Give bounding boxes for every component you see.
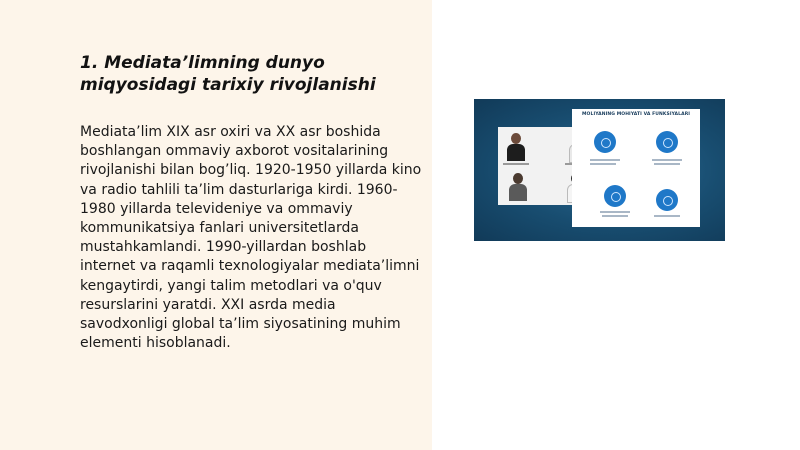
slide-card [572, 109, 700, 227]
participant-photo [506, 171, 530, 201]
function-circle-icon [656, 131, 678, 153]
slide-body-text: Mediata’lim XIX asr oxiri va XX asr boshida boshlangan ommaviy axborot vositalarining rivojlanishi bilan bog’liq. 1920-1950 yillarda kino va radio tahlili ta’lim dasturlariga kirdi. 1960-1980 yillarda televideniye va ommaviy kommunikatsiya fanlari universitetlarda mustahkamlandi. 1990-yillardan boshlab internet va raqamli texnologiyalar mediata’limni kengaytirdi, yangi talim metodlari va o'quv resurslarini yaratdi. XXI asrda media savodxonligi global ta’lim siyosatining muhim elementi hisoblanadi. [80, 124, 422, 352]
slide-card-title: MOLIYANING MOHIYATI VA FUNKSIYALARI [581, 112, 691, 117]
function-circle-icon [604, 185, 626, 207]
function-circle-icon [656, 189, 678, 211]
embedded-screenshot-image [474, 99, 725, 241]
function-circle-icon [594, 131, 616, 153]
participant-photo [504, 131, 528, 161]
slide-title: 1. Mediata’limning dunyo miqyosidagi tarixiy rivojlanishi [80, 53, 376, 95]
